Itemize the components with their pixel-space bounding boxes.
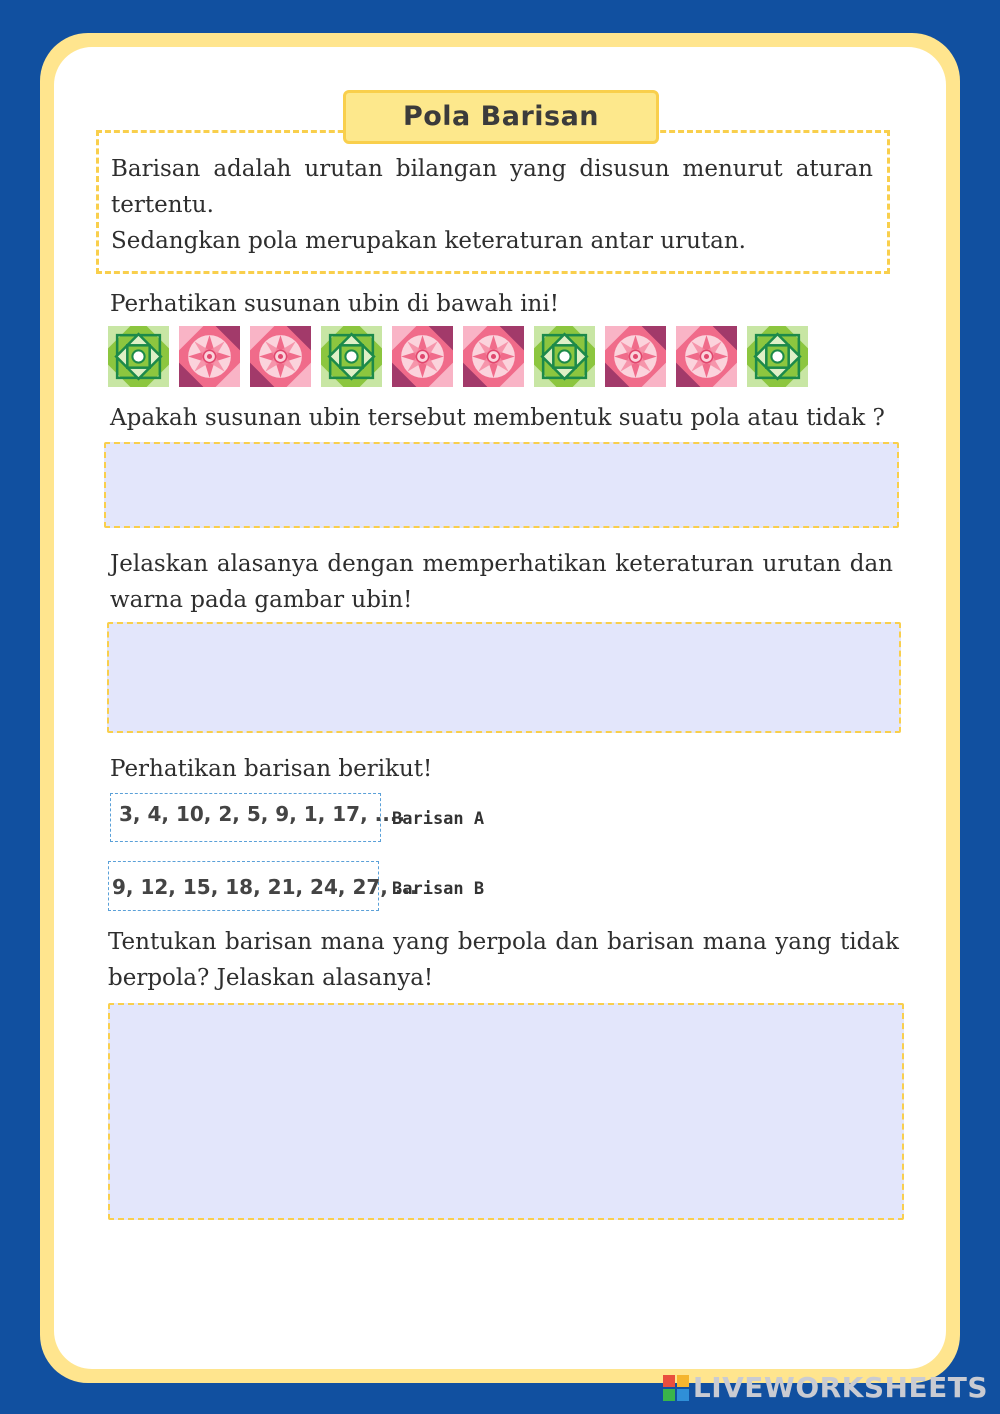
sequence-a-values: 3, 4, 10, 2, 5, 9, 1, 17, .... (119, 802, 406, 826)
question-3: Tentukan barisan mana yang berpola dan barisan mana yang tidak berpola? Jelaskan alasanya! (108, 929, 899, 991)
tile-pink-6 (463, 326, 524, 387)
liveworksheets-icon (663, 1375, 689, 1401)
sequence-b-label: Barisan B (392, 879, 485, 899)
answer-box-2[interactable] (107, 622, 901, 733)
answer-box-3[interactable] (108, 1003, 904, 1220)
tile-green-7 (534, 326, 595, 387)
definition-text-2: Sedangkan pola merupakan keteraturan antar urutan. (111, 228, 746, 254)
page-title: Pola Barisan (343, 90, 659, 144)
question-2: Jelaskan alasanya dengan memperhatikan keteraturan urutan dan warna pada gambar ubin! (110, 551, 893, 613)
tile-pink-3 (250, 326, 311, 387)
sequences-prompt: Perhatikan barisan berikut! (110, 756, 433, 782)
question-1: Apakah susunan ubin tersebut membentuk suatu pola atau tidak ? (110, 405, 885, 431)
tiles-prompt: Perhatikan susunan ubin di bawah ini! (110, 291, 559, 317)
sequence-a-label: Barisan A (392, 809, 485, 829)
sequence-a-box (110, 793, 406, 842)
sequence-b-box (108, 861, 418, 911)
tile-pink-2 (179, 326, 240, 387)
definition-text-1: Barisan adalah urutan bilangan yang disusun menurut aturan tertentu. (111, 156, 873, 218)
tile-green-1 (108, 326, 169, 387)
tile-green-4 (321, 326, 382, 387)
tile-pink-9 (676, 326, 737, 387)
answer-box-1[interactable] (104, 442, 899, 528)
tile-pink-5 (392, 326, 453, 387)
tile-green-10 (747, 326, 808, 387)
tile-pink-8 (605, 326, 666, 387)
sequence-b-values: 9, 12, 15, 18, 21, 24, 27, ... (112, 875, 418, 899)
tile-row (108, 326, 814, 388)
definition-box (96, 130, 890, 274)
liveworksheets-logo (663, 1371, 988, 1404)
liveworksheets-brand: LIVEWORKSHEETS (692, 1371, 988, 1404)
